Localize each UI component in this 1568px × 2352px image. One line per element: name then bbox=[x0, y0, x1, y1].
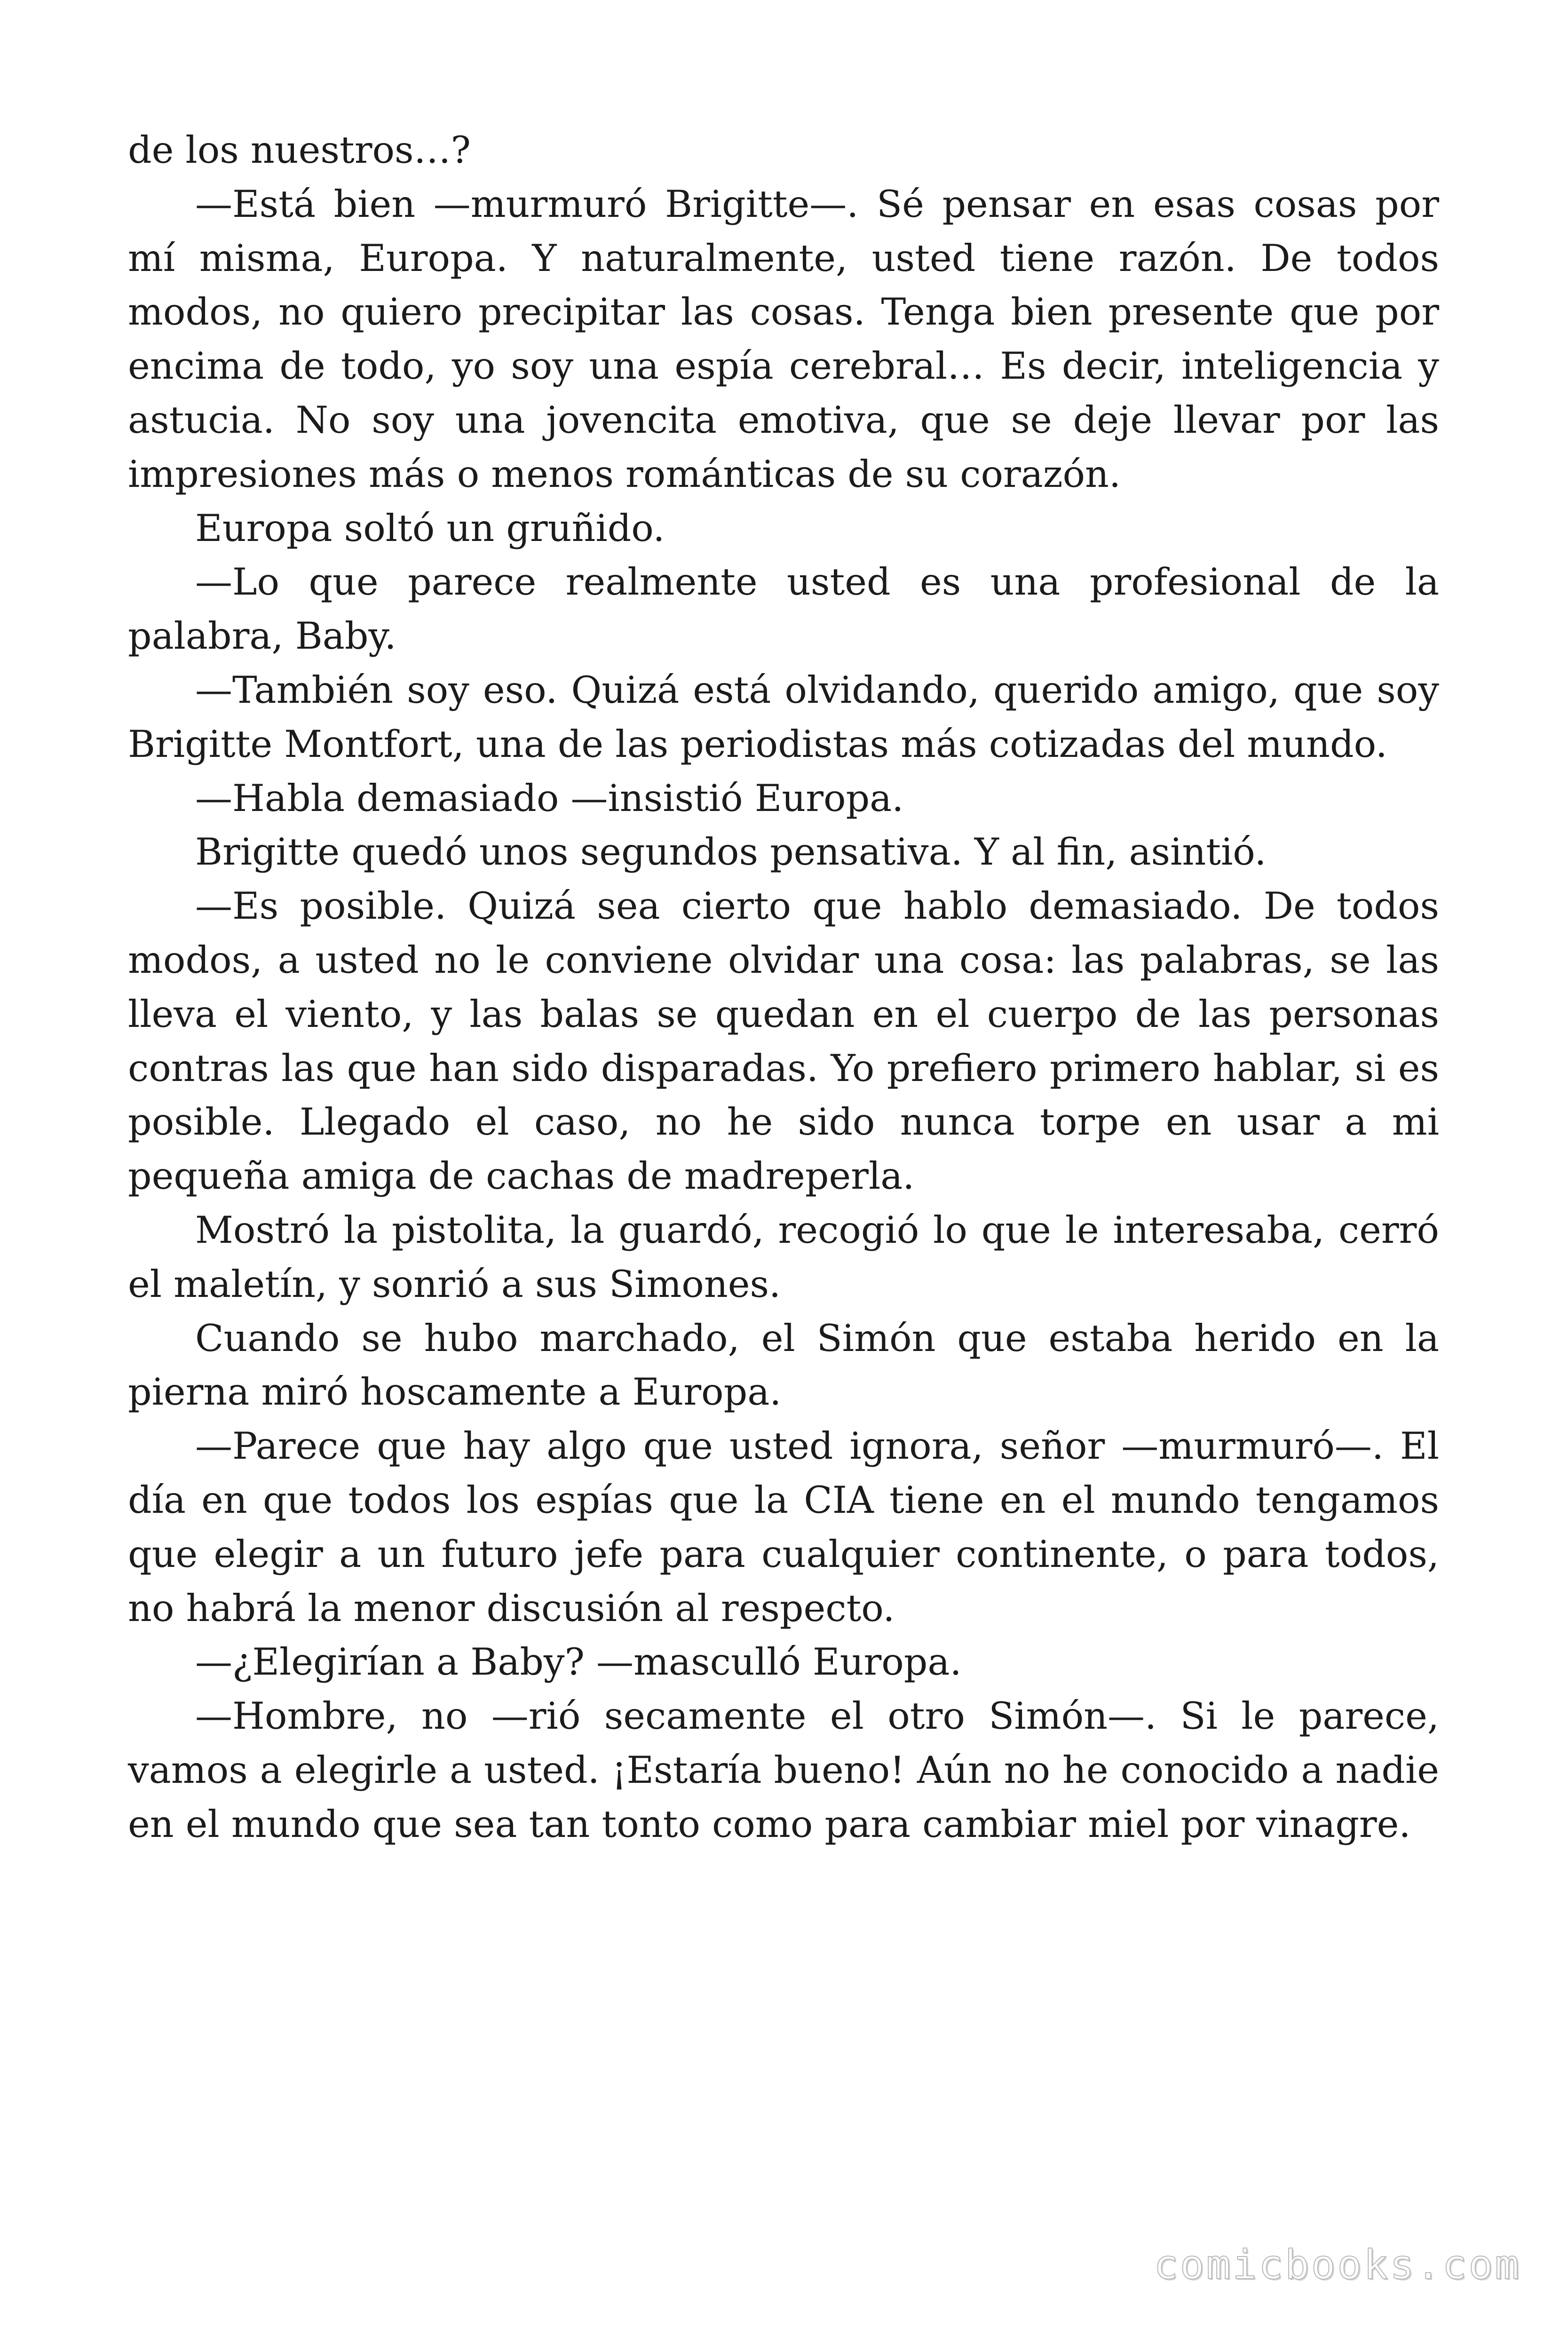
paragraph: —Lo que parece realmente usted es una profesional de la palabra, Baby. bbox=[128, 560, 1439, 658]
paragraph: —¿Elegirían a Baby? —masculló Europa. bbox=[195, 1640, 962, 1684]
paragraph: de los nuestros…? bbox=[128, 128, 471, 172]
paragraph: Cuando se hubo marchado, el Simón que estaba herido en la pierna miró hoscamente a Europa. bbox=[128, 1316, 1439, 1414]
watermark: comicbooks.com bbox=[1154, 2241, 1521, 2288]
paragraph: —Hombre, no —rió secamente el otro Simón—. Si le parece, vamos a elegirle a usted. ¡Estaría bueno! Aún no he conocido a nadie en el mundo que sea tan tonto como para cambiar miel por vinagre. bbox=[128, 1694, 1439, 1846]
paragraph: —Habla demasiado —insistió Europa. bbox=[195, 776, 904, 820]
paragraph: —Parece que hay algo que usted ignora, señor —murmuró—. El día en que todos los espías que la CIA tiene en el mundo tengamos que elegir a un futuro jefe para cualquier continente, o para todos, no habrá la menor discusión al respecto. bbox=[128, 1424, 1439, 1630]
paragraph: —Es posible. Quizá sea cierto que hablo demasiado. De todos modos, a usted no le conviene olvidar una cosa: las palabras, se las lleva el viento, y las balas se quedan en el cuerpo de las personas contras las que han sido disparadas. Yo prefiero primero hablar, si es posible. Llegado el caso, no he sido nunca torpe en usar a mi pequeña amiga de cachas de madreperla. bbox=[128, 884, 1439, 1198]
paragraph: Europa soltó un gruñido. bbox=[195, 506, 665, 550]
paragraph: —Está bien —murmuró Brigitte—. Sé pensar en esas cosas por mí misma, Europa. Y naturalmente, usted tiene razón. De todos modos, no quiero precipitar las cosas. Tenga bien presente que por encima de todo, yo soy una espía cerebral… Es decir, inteligencia y astucia. No soy una jovencita emotiva, que se deje llevar por las impresiones más o menos románticas de su corazón. bbox=[128, 182, 1439, 496]
body-text bbox=[128, 123, 1439, 1851]
paragraph: Brigitte quedó unos segundos pensativa. Y al fin, asintió. bbox=[195, 830, 1267, 874]
paragraph: Mostró la pistolita, la guardó, recogió lo que le interesaba, cerró el maletín, y sonrió a sus Simones. bbox=[128, 1208, 1439, 1306]
paragraph: —También soy eso. Quizá está olvidando, querido amigo, que soy Brigitte Montfort, una de las periodistas más cotizadas del mundo. bbox=[128, 668, 1439, 766]
